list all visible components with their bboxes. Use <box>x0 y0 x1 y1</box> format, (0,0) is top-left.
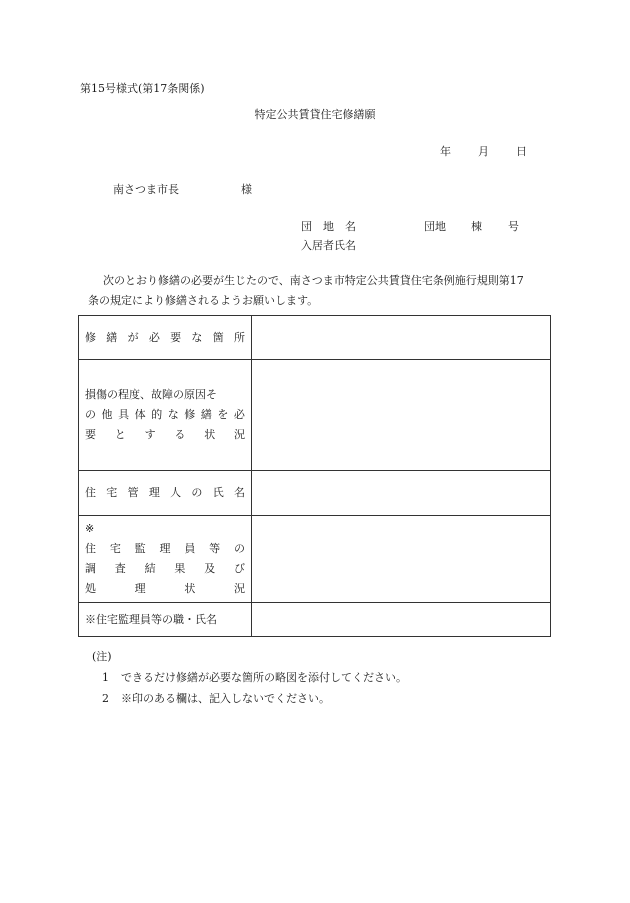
table-row <box>79 360 551 471</box>
label-chars <box>85 405 245 425</box>
label-char: 査 <box>114 562 126 575</box>
label-chars <box>85 483 245 503</box>
label-char: 果 <box>174 562 186 575</box>
label-char: 処 <box>85 582 96 595</box>
complex-label: 団地 <box>424 220 446 233</box>
label-char: 理 <box>134 582 146 595</box>
building-label: 棟 <box>471 220 482 233</box>
request-text <box>88 271 558 311</box>
note-item <box>92 688 407 709</box>
label-char: 宅 <box>109 542 121 555</box>
label-char: の <box>191 486 203 499</box>
form-title: 特定公共賃貸住宅修繕願 <box>254 108 376 121</box>
addressee-honorific: 様 <box>241 183 252 196</box>
label-char: 体 <box>134 408 146 421</box>
inspection-mark: ※ <box>85 522 95 535</box>
label-char: 必 <box>148 330 160 344</box>
date-day-label: 日 <box>516 145 527 158</box>
label-char: が <box>127 330 139 344</box>
label-chars <box>85 328 245 348</box>
note-number: 1 <box>102 671 109 684</box>
notes-heading: (注) <box>92 650 112 663</box>
label-chars <box>85 539 245 559</box>
label-char: 繕 <box>200 408 212 421</box>
damage-label-line-1: 損傷の程度、故障の原因そ <box>85 388 217 401</box>
label-char: 員 <box>184 542 196 555</box>
label-char: な <box>191 330 203 344</box>
repair-location-field[interactable] <box>252 316 551 360</box>
note-number: 2 <box>102 692 109 705</box>
table-row <box>79 471 551 516</box>
repair-request-table <box>78 315 551 637</box>
label-char: 的 <box>151 408 163 421</box>
applicant-complex-line <box>301 218 519 234</box>
label-chars <box>85 559 245 579</box>
inspection-result-label <box>79 516 252 603</box>
label-char: の <box>85 408 96 421</box>
note-text: できるだけ修繕が必要な箇所の略図を添付してください。 <box>121 671 407 684</box>
label-char: 理 <box>159 542 171 555</box>
label-chars <box>85 579 245 599</box>
label-char: 状 <box>204 428 216 441</box>
table-row <box>79 516 551 603</box>
date-month-label: 月 <box>478 145 489 158</box>
label-char: る <box>174 428 186 441</box>
request-text-line-1: 次のとおり修繕の必要が生じたので、南さつま市特定公共賃貸住宅条例施行規則第17 <box>103 274 524 287</box>
label-char: 必 <box>233 408 245 421</box>
addressee <box>113 181 252 197</box>
complex-name-label: 団 地 名 <box>301 220 356 233</box>
label-char: す <box>144 428 156 441</box>
label-char: 住 <box>85 486 96 499</box>
label-char: と <box>114 428 126 441</box>
label-char: 監 <box>134 542 146 555</box>
label-char: 等 <box>209 542 221 555</box>
note-item <box>92 667 407 688</box>
manager-name-label <box>79 471 252 516</box>
label-char: 人 <box>170 486 182 499</box>
label-char: 修 <box>184 408 196 421</box>
note-text: ※印のある欄は、記入しないでください。 <box>121 692 330 705</box>
label-char: な <box>167 408 179 421</box>
label-char: 要 <box>85 428 96 441</box>
label-char: 要 <box>170 330 182 344</box>
repair-location-label <box>79 316 252 360</box>
label-char: の <box>233 542 245 555</box>
inspector-name-label: ※住宅監理員等の職・氏名 <box>79 603 252 637</box>
notes <box>92 646 407 709</box>
label-char: 他 <box>101 408 113 421</box>
label-char: 修 <box>85 330 96 344</box>
unit-label: 号 <box>508 220 519 233</box>
damage-condition-label <box>79 360 252 471</box>
inspection-result-field[interactable] <box>252 516 551 603</box>
date-year-label: 年 <box>440 145 451 158</box>
label-char: び <box>233 562 245 575</box>
request-text-line-2: 条の規定により修繕されるようお願いします。 <box>88 294 319 307</box>
label-char: 及 <box>204 562 216 575</box>
label-char: 況 <box>233 428 245 441</box>
manager-name-field[interactable] <box>252 471 551 516</box>
label-char: 繕 <box>106 330 118 344</box>
label-char: 箇 <box>212 330 224 344</box>
date-line <box>440 143 527 159</box>
inspector-name-field[interactable] <box>252 603 551 637</box>
label-char: 具 <box>118 408 130 421</box>
label-char: 理 <box>148 486 160 499</box>
label-char: 調 <box>85 562 96 575</box>
table-row <box>79 603 551 637</box>
form-number: 第15号様式(第17条関係) <box>80 82 205 95</box>
damage-condition-field[interactable] <box>252 360 551 471</box>
label-char: 名 <box>233 486 245 499</box>
resident-name-label: 入居者氏名 <box>301 239 356 252</box>
label-char: 所 <box>233 330 245 344</box>
addressee-name: 南さつま市長 <box>113 183 179 196</box>
label-char: 氏 <box>212 486 224 499</box>
label-char: を <box>217 408 229 421</box>
table-row <box>79 316 551 360</box>
label-char: 結 <box>144 562 156 575</box>
label-char: 宅 <box>106 486 118 499</box>
label-char: 状 <box>184 582 196 595</box>
label-char: 管 <box>127 486 139 499</box>
label-char: 住 <box>85 542 96 555</box>
label-char: 況 <box>233 582 245 595</box>
label-chars <box>85 425 245 445</box>
